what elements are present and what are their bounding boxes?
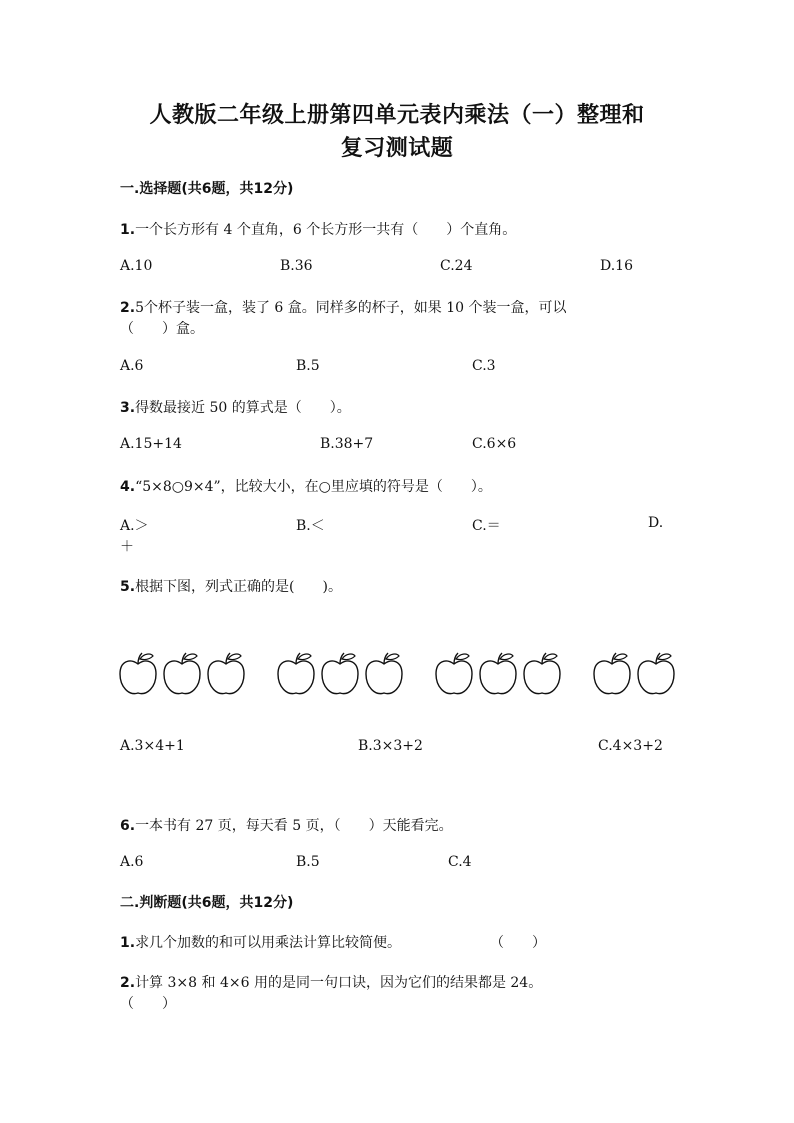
apple-icon bbox=[366, 653, 402, 694]
apple-group bbox=[594, 653, 674, 694]
option-c[interactable]: C.24 bbox=[440, 258, 473, 274]
question-text: 计算 3×8 和 4×6 用的是同一句口诀，因为它们的结果都是 24。 bbox=[135, 975, 543, 991]
apple-icon bbox=[278, 653, 314, 694]
question-2-line2: （ ）盒。 bbox=[120, 321, 204, 337]
question-5 bbox=[120, 576, 342, 596]
question-text: 得数最接近 50 的算式是（ ）。 bbox=[135, 400, 351, 416]
question-number: 6. bbox=[120, 818, 136, 834]
question-3 bbox=[120, 397, 351, 417]
option-c[interactable]: C.3 bbox=[472, 358, 496, 374]
page-title-line1: 人教版二年级上册第四单元表内乘法（一）整理和 bbox=[149, 103, 645, 128]
apple-icon bbox=[208, 653, 244, 694]
answer-blank[interactable]: （ ） bbox=[490, 935, 546, 951]
question-number: 2. bbox=[120, 300, 136, 316]
question-number: 5. bbox=[120, 579, 136, 595]
option-a[interactable]: A.6 bbox=[120, 358, 144, 374]
option-b[interactable]: B.36 bbox=[280, 258, 313, 274]
apple-icon bbox=[638, 653, 674, 694]
apple-icon bbox=[594, 653, 630, 694]
apple-group bbox=[120, 653, 244, 694]
section-heading-judgment: 二.判断题(共6题，共12分) bbox=[120, 895, 294, 911]
option-b[interactable]: B.5 bbox=[296, 854, 320, 870]
question-text: 一个长方形有 4 个直角，6 个长方形一共有（ ）个直角。 bbox=[135, 222, 517, 238]
option-d-symbol: ＋ bbox=[120, 539, 134, 555]
question-number: 2. bbox=[120, 975, 136, 991]
question-1 bbox=[120, 219, 516, 239]
option-d[interactable]: D. bbox=[648, 515, 664, 531]
option-a[interactable]: A.10 bbox=[120, 258, 153, 274]
apple-icon bbox=[480, 653, 516, 694]
option-c[interactable]: C.4×3+2 bbox=[598, 738, 663, 754]
question-2 bbox=[120, 297, 567, 317]
question-number: 1. bbox=[120, 935, 136, 951]
question-text: 一本书有 27 页，每天看 5 页，（ ）天能看完。 bbox=[135, 818, 453, 834]
option-b[interactable]: B.38+7 bbox=[320, 436, 374, 452]
apple-icon bbox=[436, 653, 472, 694]
option-b[interactable]: B.＜ bbox=[296, 518, 325, 534]
question-text: 5个杯子装一盒，装了 6 盒。同样多的杯子，如果 10 个装一盒，可以 bbox=[135, 300, 567, 316]
option-c[interactable]: C.6×6 bbox=[472, 436, 517, 452]
option-b[interactable]: B.5 bbox=[296, 358, 320, 374]
option-d[interactable]: D.16 bbox=[600, 258, 633, 274]
option-a[interactable]: A.15+14 bbox=[120, 436, 182, 452]
apple-group bbox=[278, 653, 402, 694]
answer-blank[interactable]: （ ） bbox=[120, 996, 176, 1012]
apple-icon bbox=[524, 653, 560, 694]
apple-icon bbox=[322, 653, 358, 694]
option-a[interactable]: A.＞ bbox=[120, 518, 149, 534]
option-c[interactable]: C.＝ bbox=[472, 518, 501, 534]
apple-icon bbox=[120, 653, 156, 694]
section-heading-choice: 一.选择题(共6题，共12分) bbox=[120, 181, 294, 197]
question-number: 3. bbox=[120, 400, 136, 416]
judgment-question-1 bbox=[120, 932, 401, 952]
option-c[interactable]: C.4 bbox=[448, 854, 472, 870]
judgment-question-2 bbox=[120, 972, 542, 992]
question-text: “5×8○9×4”，比较大小，在○里应填的符号是（ ）。 bbox=[135, 479, 492, 495]
question-number: 4. bbox=[120, 479, 136, 495]
apple-icon bbox=[164, 653, 200, 694]
question-text: 求几个加数的和可以用乘法计算比较简便。 bbox=[135, 935, 402, 951]
question-6 bbox=[120, 815, 453, 835]
option-a[interactable]: A.3×4+1 bbox=[120, 738, 185, 754]
page-title-line2: 复习测试题 bbox=[340, 136, 454, 161]
apples-illustration bbox=[118, 648, 688, 696]
question-text: 根据下图，列式正确的是( )。 bbox=[135, 579, 342, 595]
option-a[interactable]: A.6 bbox=[120, 854, 144, 870]
question-4 bbox=[120, 476, 492, 496]
apple-group bbox=[436, 653, 560, 694]
question-number: 1. bbox=[120, 222, 136, 238]
option-b[interactable]: B.3×3+2 bbox=[358, 738, 423, 754]
